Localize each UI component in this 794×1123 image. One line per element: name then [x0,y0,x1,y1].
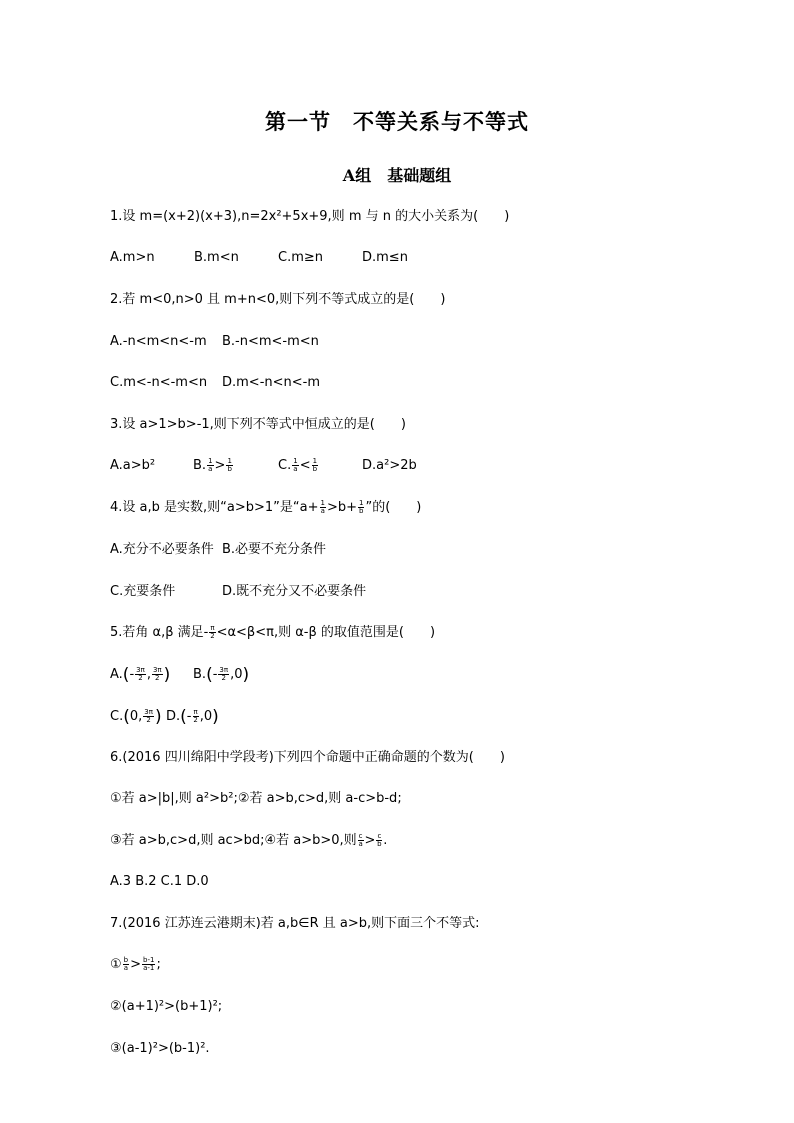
q5-option-b: B.(- $\frac{3\pi}{2}$ ,0) [193,665,250,685]
fraction: $\frac{3\pi}{2}$ [136,666,145,682]
q6-statements-3-4: ③若 a>b,c>d,则 ac>bd;④若 a>b>0,则 $\frac{c}{a}$ > $\frac{c}{b}$ . [110,832,388,848]
q4-option-c: C.充要条件 [110,584,176,599]
fraction: $\frac{3\pi}{2}$ [152,666,162,682]
q2-option-c: C.m<-n<-m<n [110,375,208,390]
fraction: $\frac{c}{b}$ [377,832,382,848]
q3-option-c: C. $\frac{1}{a}$ < $\frac{1}{b}$ [278,457,318,473]
q7-inequality-2: ②(a+1)²>(b+1)²; [110,999,223,1014]
fraction: $\frac{1}{b}$ [227,457,232,473]
question-3-stem: 3.设 a>1>b>-1,则下列不等式中恒成立的是( ) [110,417,406,432]
fraction: $\frac{b-1}{a-1}$ [143,956,155,972]
q2-option-d: D.m<-n<n<-m [222,375,321,390]
q4-option-a: A.充分不必要条件 [110,542,214,557]
fraction: $\frac{c}{a}$ [358,832,363,848]
q1-option-c: C.m≥n [278,250,324,265]
question-2-stem: 2.若 m<0,n>0 且 m+n<0,则下列不等式成立的是( ) [110,292,446,307]
question-4-stem: 4.设 a,b 是实数,则“a>b>1”是“a+ $\frac{1}{a}$ >b+ $\frac{1}{b}$ ”的( ) [110,499,422,515]
q5-option-d: D.(- $\frac{\pi}{2}$ ,0) [166,707,219,727]
q2-option-b: B.-n<m<-m<n [222,334,319,349]
question-5-stem: 5.若角 α,β 满足- $\frac{\pi}{2}$ <α<β<π,则 α-β 的取值范围是( ) [110,624,436,640]
section-subtitle: A组 基础题组 [342,166,452,185]
fraction: $\frac{\pi}{2}$ [193,708,198,724]
question-7-stem: 7.(2016 江苏连云港期末)若 a,b∈R 且 a>b,则下面三个不等式: [110,916,480,931]
q3-option-d: D.a²>2b [362,458,417,473]
q6-options: A.3 B.2 C.1 D.0 [110,874,209,889]
q3-option-b: B. $\frac{1}{a}$ > $\frac{1}{b}$ [193,457,232,473]
fraction: $\frac{1}{a}$ [208,457,213,473]
q1-option-b: B.m<n [194,250,239,265]
q5-option-c: C.(0, $\frac{3\pi}{2}$ ) [110,707,162,727]
fraction: $\frac{\pi}{2}$ [210,624,215,640]
q4-option-b: B.必要不充分条件 [222,542,327,557]
question-1-stem: 1.设 m=(x+2)(x+3),n=2x²+5x+9,则 m 与 n 的大小关系为( ) [110,209,510,224]
q1-option-a: A.m>n [110,250,155,265]
fraction: $\frac{3\pi}{2}$ [144,708,153,724]
q7-inequality-1: ① $\frac{b}{a}$ > $\frac{b-1}{a-1}$ ; [110,956,161,972]
q3-option-a: A.a>b² [110,458,156,473]
q4-option-d: D.既不充分又不必要条件 [222,584,367,599]
fraction: $\frac{1}{a}$ [293,457,298,473]
q6-statements-1-2: ①若 a>|b|,则 a²>b²;②若 a>b,c>d,则 a-c>b-d; [110,791,402,806]
fraction: $\frac{3\pi}{2}$ [219,666,229,682]
fraction: $\frac{b}{a}$ [123,956,129,972]
question-6-stem: 6.(2016 四川绵阳中学段考)下列四个命题中正确命题的个数为( ) [110,750,505,765]
fraction: $\frac{1}{b}$ [359,499,364,515]
q1-option-d: D.m≤n [362,250,408,265]
page-title: 第一节 不等关系与不等式 [265,109,529,134]
q5-option-a: A.(- $\frac{3\pi}{2}$ , $\frac{3\pi}{2}$ ) [110,665,171,685]
q2-option-a: A.-n<m<n<-m [110,334,207,349]
q7-inequality-3: ③(a-1)²>(b-1)². [110,1041,210,1056]
fraction: $\frac{1}{a}$ [320,499,325,515]
fraction: $\frac{1}{b}$ [312,457,318,473]
